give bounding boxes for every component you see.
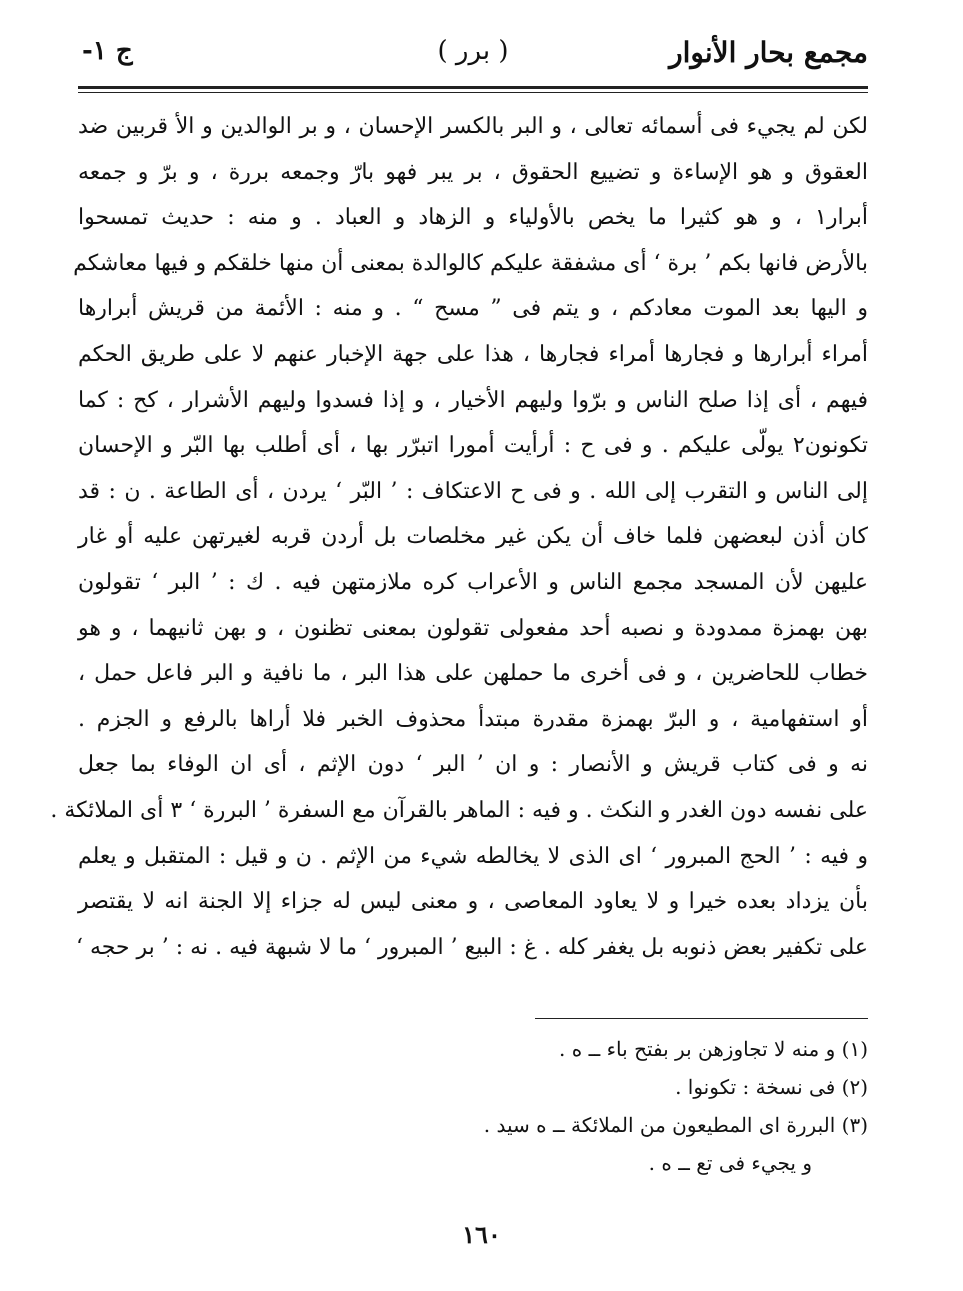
text-line: العقوق و هو الإساءة و تضييع الحقوق ، بر يبر فهو بارّ وجمعه بررة ، و برّ و جمعه [78,159,868,185]
footnote-3-continuation: و يجيء فى تع ــ ه . [648,1151,812,1175]
footnotes [300,1030,868,1182]
footnote-1: (١) و منه لا تجاوزهن بر بفتح باء ــ ه . [559,1037,868,1061]
text-line: أمراء أبرارها و فجارها أمراء فجارها ، هذا على جهة الإخبار عنهم لا على طريق الحكم [78,341,868,367]
text-line: على تكفير بعض ذنوبه بل يغفر كله . غ : البيع ’ المبرور ‘ ما لا شبهة فيه . نه : ’ بر حجه ‘ [75,934,868,960]
text-line: إلى الناس و التقرب إلى الله . و فى ح الاعتكاف : ’ البّر ‘ يردن ، أى الطاعة . ن : قد [78,478,868,504]
header-rule [78,86,868,93]
footnote-3: (٣) البررة اى المطيعون من الملائكة ــ ه سيد . [483,1113,868,1137]
text-line: خطاب للحاضرين ، و فى أخرى ما حملهن على هذا البر ، ما نافية و البر فاعل حمل ، [78,661,868,687]
footnote-separator [535,1018,868,1019]
volume-number: ج ١- [82,36,133,66]
text-line: فيهم ، أى إذا صلح الناس و برّوا وليهم الأخيار ، و إذا فسدوا وليهم الأشرار ، كح : كما [78,387,868,413]
page-number: ١٦٠ [462,1220,501,1249]
root-word-heading: ( برر ) [437,36,509,66]
text-line: لكن لم يجيء فى أسمائه تعالى ، و البر بالكسر الإحسان ، و بر الوالدين و الأ قربين ضد [78,114,868,139]
page-header [78,30,868,80]
text-line: بهن بهمزة ممدودة و نصبه أحد مفعولى تقولون بمعنى تظنون ، و بهن ثانيهما ، و هو [78,615,868,641]
text-line: كان أذن لبعضهن فلما خاف أن يكن غير مخلصات بل أردن قربه لغيرتهن عليه أو غار [78,524,868,550]
body-text [50,104,868,970]
book-title: مجمع بحار الأنوار [669,36,868,69]
text-line: أو استفهامية ، و البرّ بهمزة مقدرة مبتدأ محذوف الخبر فلا أراها بالرفع و الجزم . [78,706,868,732]
text-line: عليهن لأن المسجد مجمع الناس و الأعراب كره ملازمتهن فيه . ك : ’ البر ‘ تقولون [78,569,868,595]
text-line: على نفسه دون الغدر و النكث . و فيه : الماهر بالقرآن مع السفرة ’ البررة ‘ ٣ أى الملائكة . [50,797,868,823]
text-line: بالأرض فانها بكم ’ برة ‘ أى مشفقة عليكم كالوالدة بمعنى أن منها خلقكم و فيها معاشكم [73,250,868,276]
text-line: و اليها بعد الموت معادكم ، و يتم فى ” مسح “ . و منه : الأئمة من قريش أبرارها [78,296,868,322]
text-line: أبرار١ ، و هو كثيرا ما يخص بالأولياء و الزهاد و العباد . و منه : حديث تمسحوا [78,205,868,231]
text-line: بأن يزداد بعده خيرا و لا يعاود المعاصى ، و معنى ليس له جزاء إلا الجنة انه لا يقتصر [78,889,868,915]
text-line: و فيه : ’ الحج المبرور ‘ اى الذى لا يخالطه شيء من الإثم . ن و قيل : المتقبل و يعلم [78,843,868,869]
text-line: نه و فى كتاب قريش و الأنصار : و ان ’ البر ‘ دون الإثم ، أى ان الوفاء بما جعل [78,752,868,778]
footnote-2: (٢) فى نسخة : تكونوا . [675,1075,868,1099]
text-line: تكونون٢ يولّى عليكم . و فى ح : أرأيت أمورا اتبرّر بها ، أى أطلب بها البّر و الإحسان [78,433,868,459]
